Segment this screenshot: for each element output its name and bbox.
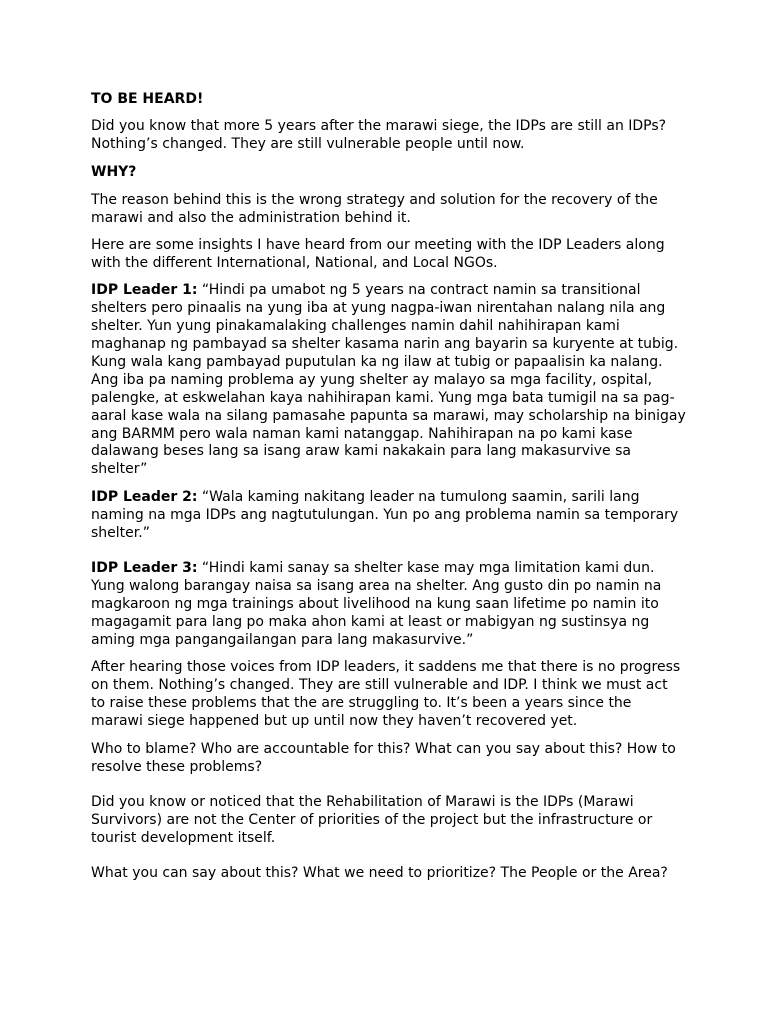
idp-leader-1-quote: “Hindi pa umabot ng 5 years na contract namin sa transitional shelters pero pinaalis na yung iba at yung nagpa-iwan nirentahan nalang nila ang shelter. Yun yung pinakamalaking challenges namin dahil nahihirapan kami maghanap ng pambayad sa shelter kasama narin ang bayarin sa kuryente at tubig. Kung wala kang pambayad puputulan ka ng ilaw at tubig or papaalisin ka nalang. Ang iba pa naming problema ay yung shelter ay malayo sa mga facility, ospital, palengke, at eskwelahan kaya nahihirapan kami. Yung mga bata tumigil na sa pag- aaral kase wala na silang pamasahe papunta sa marawi, may scholarship na binigay ang BARMM pero wala naman kami natanggap. Nahihirapan na po kami kase dalawang beses lang sa isang araw kami nakakain para lang makasurvive sa shelter”: [91, 282, 686, 478]
idp-leader-2-quote: “Wala kaming nakitang leader na tumulong saamin, sarili lang naming na mga IDPs ang nagtutulungan. Yun po ang problema namin sa temporary shelter.”: [91, 489, 679, 542]
reflection-paragraph: After hearing those voices from IDP leaders, it saddens me that there is no progress on them. Nothing’s changed. They are still vulnerable and IDP. I think we must act to raise these problems that the are struggling to. It’s been a years since the marawi siege happened but up until now they haven’t recovered yet.: [91, 659, 681, 730]
idp-leader-3-label: IDP Leader 3:: [91, 559, 198, 576]
questions-paragraph: Who to blame? Who are accountable for this? What can you say about this? How to resolve these problems?: [91, 741, 676, 775]
idp-leader-1-paragraph: [91, 282, 691, 479]
why-paragraph: The reason behind this is the wrong strategy and solution for the recovery of the marawi and also the administration behind it.: [91, 191, 658, 226]
idp-leader-3-quote: “Hindi kami sanay sa shelter kase may mga limitation kami dun. Yung walong barangay naisa sa isang area na shelter. Ang gusto din po namin na magkaroon ng mga trainings about livelihood na kung saan lifetime po namin ito magagamit para lang po maka ahon kami at least or mabigyan ng sustinsya ng aming mga pangangailangan para lang makasurvive.”: [91, 559, 662, 648]
document-body: [91, 91, 691, 883]
closing-question-paragraph: What you can say about this? What we need to prioritize? The People or the Area?: [91, 864, 668, 881]
idp-leader-1-label: IDP Leader 1:: [91, 282, 198, 299]
idp-leader-3-paragraph: [91, 560, 691, 650]
why-heading: [91, 164, 691, 182]
intro-paragraph: Did you know that more 5 years after the marawi siege, the IDPs are still an IDPs? Nothing’s changed. They are still vulnerable people until now.: [91, 117, 667, 152]
insights-intro-paragraph: Here are some insights I have heard from our meeting with the IDP Leaders along with the different International, National, and Local NGOs.: [91, 237, 665, 272]
title-text: TO BE HEARD!: [91, 91, 204, 107]
rehabilitation-paragraph: Did you know or noticed that the Rehabilitation of Marawi is the IDPs (Marawi Survivors) are not the Center of priorities of the project but the infrastructure or tourist development itself.: [91, 793, 653, 846]
idp-leader-2-paragraph: [91, 489, 691, 543]
document-title: [91, 91, 691, 109]
why-heading-text: WHY?: [91, 163, 137, 180]
idp-leader-2-label: IDP Leader 2:: [91, 489, 198, 506]
